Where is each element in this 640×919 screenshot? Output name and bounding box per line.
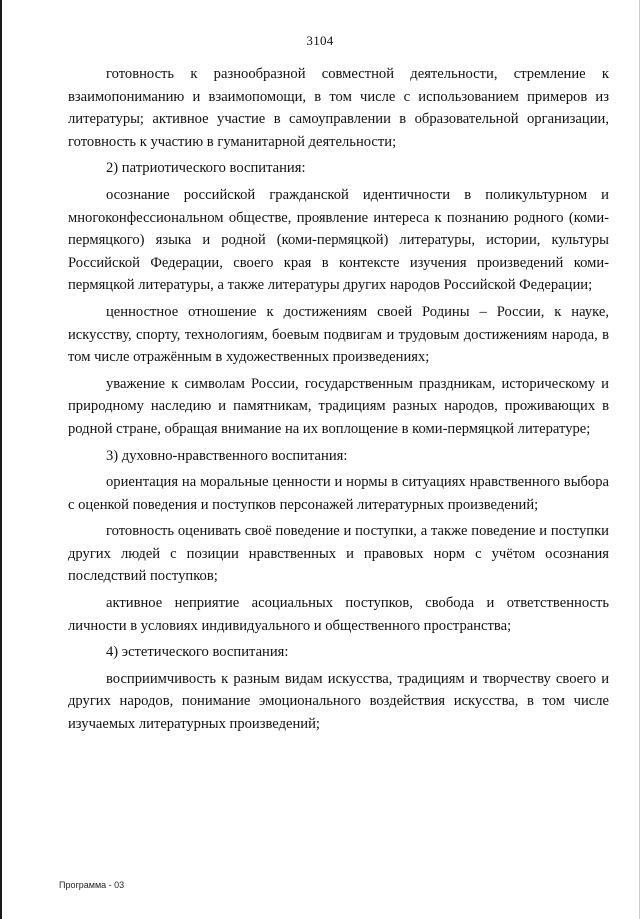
heading-patriotic-education: 2) патриотического воспитания: (106, 160, 306, 177)
paragraph-symbols: уважение к символам России, государственным праздникам, историческому и природному наследию и памятникам, традициям разных народов, проживающих в родной стране, обращая внимание на их воплощение в коми-пермяцкой литературе; (68, 375, 609, 437)
paragraph-rejection-asocial: активное неприятие асоциальных поступков, свобода и ответственность личности в условиях индивидуального и общественного пространства; (68, 595, 609, 634)
heading-spiritual-moral-education: 3) духовно-нравственного воспитания: (106, 447, 348, 464)
page-footer: Программа - 03 (59, 880, 125, 890)
paragraph-achievements: ценностное отношение к достижениям своей Родины – России, к науке, искусству, спорту, технологиям, боевым подвигам и трудовым достижениям народа, в том числе отражённым в художественных произведениях; (68, 303, 609, 366)
document-body (68, 63, 609, 740)
paragraph-art-perception: восприимчивость к разным видам искусства, традициям и творчеству своего и других народов, понимание эмоционального воздействия искусства, в том числе изучаемых литературных произведений; (68, 670, 609, 733)
scan-left-edge (0, 0, 2, 919)
paragraph-moral-values: ориентация на моральные ценности и нормы в ситуациях нравственного выбора с оценкой поведения и поступков персонажей литературных произведений; (68, 474, 609, 513)
page-number: 3104 (306, 33, 334, 48)
paragraph-civic-identity: осознание российской гражданской идентичности в поликультурном и многоконфессиональном обществе, проявление интереса к познанию родного (коми-пермяцкого) языка и родной (коми-пермяцкой) литературы, истории, культуры Российской Федерации, своего края в контексте изучения произведений коми-пермяцкой литературы, а также литературы других народов Российской Федерации; (68, 186, 609, 294)
paragraph-cooperation: готовность к разнообразной совместной деятельности, стремление к взаимопониманию и взаимопомощи, в том числе с использованием примеров из литературы; активное участие в самоуправлении в образовательной организации, готовность к участию в гуманитарной деятельности; (68, 66, 609, 150)
heading-aesthetic-education: 4) эстетического воспитания: (106, 644, 289, 661)
paragraph-self-evaluation: готовность оценивать своё поведение и поступки, а также поведение и поступки других людей с позиции нравственных и правовых норм с учётом осознания последствий поступков; (68, 523, 609, 585)
